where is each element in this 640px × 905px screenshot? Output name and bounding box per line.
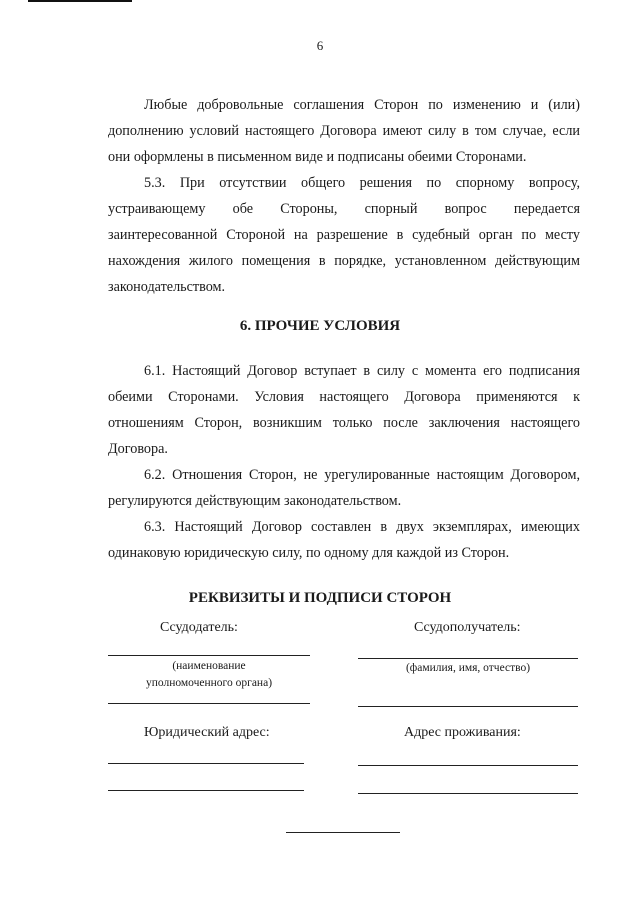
page-number: 6 bbox=[316, 38, 324, 53]
legal-address-line-2 bbox=[108, 790, 304, 791]
text-line: они оформлены в письменном виде и подписаны обеими Сторонами. bbox=[108, 149, 527, 165]
caption-line: (наименование bbox=[172, 660, 246, 672]
requisites-heading: РЕКВИЗИТЫ И ПОДПИСИ СТОРОН bbox=[188, 590, 452, 606]
residence-address-line-1 bbox=[358, 765, 578, 766]
lender-label: Ссудодатель: bbox=[160, 620, 238, 635]
top-rule bbox=[28, 0, 132, 2]
legal-address-line-1 bbox=[108, 763, 304, 764]
section6-heading: 6. ПРОЧИЕ УСЛОВИЯ bbox=[239, 318, 401, 334]
legal-address-label: Юридический адрес: bbox=[144, 725, 270, 740]
clause-6-1 bbox=[108, 358, 580, 462]
text-line: регулируются действующим законодательством. bbox=[108, 493, 402, 509]
text-line: законодательством. bbox=[108, 279, 226, 295]
text-line: 6.1. Настоящий Договор вступает в силу с момента его подписания bbox=[144, 363, 580, 379]
caption-line: уполномоченного органа) bbox=[145, 677, 273, 689]
end-rule bbox=[286, 832, 400, 833]
text-line: заинтересованной Стороной на разрешение в судебный орган по месту bbox=[108, 227, 580, 243]
text-line: 6.2. Отношения Сторон, не урегулированные настоящим Договором, bbox=[144, 467, 580, 483]
section5-paragraph bbox=[108, 92, 580, 170]
lender-name-caption bbox=[108, 658, 310, 692]
text-line: обеими Сторонами. Условия настоящего Договора применяются к bbox=[108, 389, 580, 405]
lender-name-line bbox=[108, 655, 310, 656]
clause-6-3 bbox=[108, 514, 580, 566]
clause-6-2 bbox=[108, 462, 580, 514]
borrower-name-caption: (фамилия, имя, отчество) bbox=[405, 662, 531, 674]
residence-address-line-2 bbox=[358, 793, 578, 794]
borrower-signature-line bbox=[358, 706, 578, 707]
text-line: 6.3. Настоящий Договор составлен в двух экземплярах, имеющих bbox=[144, 519, 580, 535]
lender-signature-line bbox=[108, 703, 310, 704]
text-line: отношениям Сторон, возникшим только после заключения настоящего bbox=[108, 415, 580, 431]
text-line: Любые добровольные соглашения Сторон по изменению и (или) bbox=[144, 97, 580, 113]
residence-address-label: Адрес проживания: bbox=[404, 725, 521, 740]
text-line: дополнению условий настоящего Договора имеют силу в том случае, если bbox=[108, 123, 580, 139]
text-line: Договора. bbox=[108, 441, 168, 457]
borrower-label: Ссудополучатель: bbox=[414, 620, 521, 635]
clause-5-3 bbox=[108, 170, 580, 300]
borrower-name-line bbox=[358, 658, 578, 659]
text-line: 5.3. При отсутствии общего решения по спорному вопросу, bbox=[144, 175, 580, 191]
text-line: одинаковую юридическую силу, по одному для каждой из Сторон. bbox=[108, 545, 510, 561]
text-line: устраивающему обе Стороны, спорный вопрос передается bbox=[108, 201, 580, 217]
text-line: нахождения жилого помещения в порядке, установленном действующим bbox=[108, 253, 580, 269]
